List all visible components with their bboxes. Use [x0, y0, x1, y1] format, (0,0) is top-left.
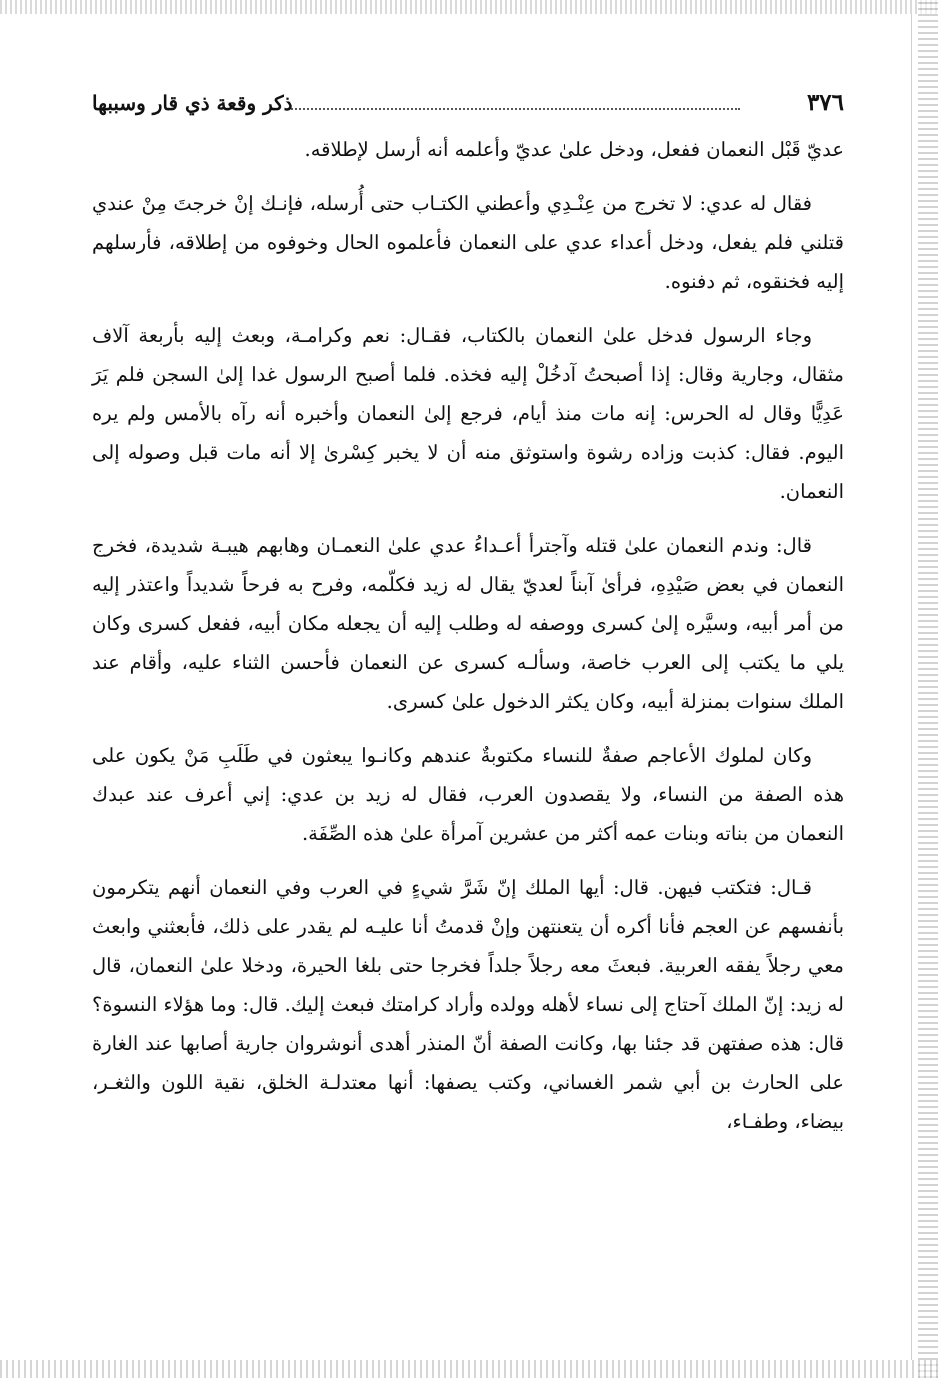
paragraph-6: قـال: فتكتب فيهن. قال: أيها الملك إنّ شَرَّ شيءٍ في العرب وفي النعمان أنهم يتكرمون بأنفسهم عن العجم فأنا أكره أن يتعنتهن وإنْ قدمتُ أنا عليـه لم يقدر على ذلك، فأبعثني وابعث معي رجلاً يفقه العربية. فبعثَ معه رجلاً جلداً فخرجا حتى بلغا الحيرة، ودخلا علىٰ النعمان، قال له زيد: إنّ الملك آحتاج إلى نساء لأهله وولده وأراد كرامتك فبعث إليك. قال: وما هؤلاء النسوة؟ قال: هذه صفتهن قد جئنا بها، وكانت الصفة أنّ المنذر أهدى أنوشروان جارية أصابها عند الغارة على الحارث بن أبي شمر الغساني، وكتب يصفها: أنها معتدلـة الخلق، نقية اللون والثغـر، بيضاء، وطفـاء، — [92, 876, 844, 1133]
header-leader-dots — [288, 108, 740, 110]
paragraph-4: قال: وندم النعمان علىٰ قتله وآجترأ أعـداءُ عدي علىٰ النعمـان وهابهم هيبـة شديدة، فخرج النعمان في بعض صَيْدِهِ، فرأىٰ آبناً لعديّ يقال له زيد فكلّمه، وفرح به فرحاً شديداً واعتذر إليه من أمر أبيه، وسيَّره إلىٰ كسرى ووصفه له وطلب إليه أن يجعله مكان أبيه، ففعل كسرى وكان يلي ما يكتب إلى العرب خاصة، وسألـه كسرى عن النعمان فأحسن الثناء عليه، وأقام عند الملك سنوات بمنزلة أبيه، وكان يكثر الدخول علىٰ كسرى. — [92, 534, 844, 713]
body-text — [92, 130, 844, 1141]
paragraph-5: وكان لملوك الأعاجم صفةٌ للنساء مكتوبةٌ عندهم وكانـوا يبعثون في طَلَبِ مَنْ يكون على هذه الصفة من النساء، ولا يقصدون العرب، فقال له زيد بن عدي: إني أعرف عند عبدك النعمان من بناته وبنات عمه أكثر من عشرين آمرأة علىٰ هذه الصِّفَة. — [92, 744, 844, 845]
decorative-border-right — [918, 0, 938, 1378]
page-edge-rule — [911, 14, 912, 1360]
page-number: ٣٧٦ — [806, 89, 844, 116]
paragraph-3: وجاء الرسول فدخل علىٰ النعمان بالكتاب، فقـال: نعم وكرامـة، وبعث إليه بأربعة آلاف مثقال، وجارية وقال: إذا أصبحتُ آدخُلْ إليه فخذه. فلما أصبح الرسول غدا إلىٰ السجن فلم يَرَ عَدِيًّا وقال له الحرس: إنه مات منذ أيام، فرجع إلىٰ النعمان وأخبره أنه رآه بالأمس ولم يره اليوم. فقال: كذبت وزاده رشوة واستوثق منه أن لا يخبر كِسْرىٰ إلا أنه مات قبل وصوله إلى النعمان. — [92, 324, 844, 503]
running-title: ذكر وقعة ذي قار وسببها — [92, 91, 293, 115]
paragraph-2: فقال له عدي: لا تخرج من عِنْـدِي وأعطني الكتـاب حتى أُرسله، فإنـك إنْ خرجتَ مِنْ عندي قتلني فلم يفعل، ودخل أعداء عدي على النعمان فأعلموه الحال وخوفوه من إطلاقه، فأرسلهم إليه فخنقوه، ثم دفنوه. — [92, 192, 844, 293]
decorative-border-top — [0, 0, 938, 14]
page-header — [92, 86, 844, 120]
paragraph-1: عديّ قَبْل النعمان ففعل، ودخل علىٰ عديّ وأعلمه أنه أرسل لإطلاقه. — [304, 138, 844, 161]
decorative-border-bottom — [0, 1360, 938, 1378]
